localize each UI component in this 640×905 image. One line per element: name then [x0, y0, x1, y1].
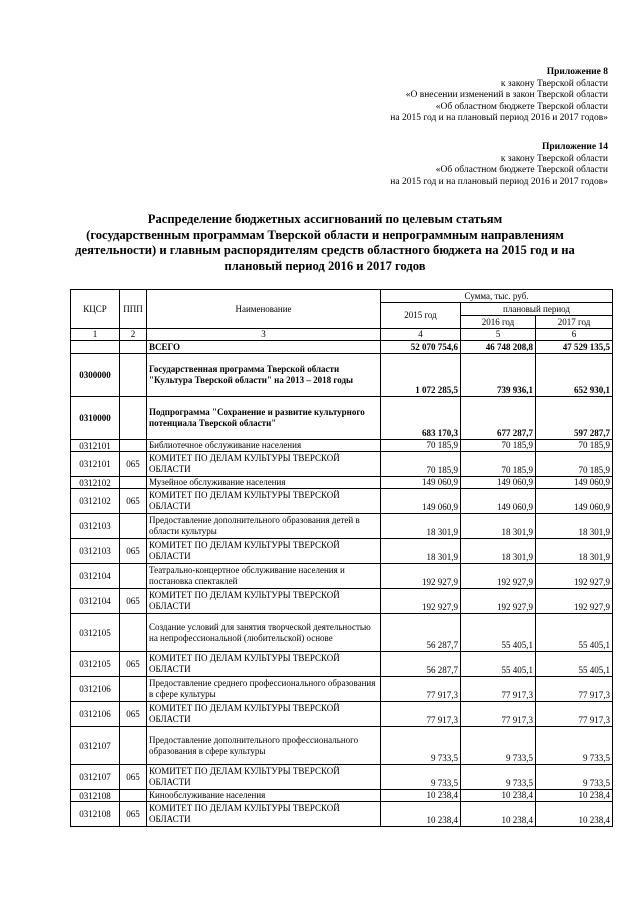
- table-row: [71, 677, 613, 702]
- col-header-name: Наименование: [147, 290, 381, 329]
- cell-ppp: [120, 677, 147, 702]
- document-title-line: деятельности) и главным распорядителям средств областного бюджета на 2015 год и на: [75, 243, 575, 257]
- cell-2015: 10 238,4: [381, 790, 461, 802]
- cell-2017: 652 930,1: [536, 354, 613, 397]
- cell-2015: 9 733,5: [381, 765, 461, 790]
- cell-name: КОМИТЕТ ПО ДЕЛАМ КУЛЬТУРЫ ТВЕРСКОЙ ОБЛАСТИ: [147, 539, 381, 564]
- cell-2015: 56 287,7: [381, 614, 461, 652]
- cell-name: Предоставление дополнительного образования детей в области культуры: [147, 514, 381, 539]
- appendix-8-line: на 2015 год и на плановый период 2016 и 2017 годов»: [390, 113, 608, 124]
- cell-2016: 192 927,9: [461, 589, 536, 614]
- cell-ppp: [120, 727, 147, 765]
- cell-2016: 9 733,5: [461, 727, 536, 765]
- cell-2015: 18 301,9: [381, 539, 461, 564]
- cell-ppp: [120, 477, 147, 489]
- appendix-14-line: «Об областном бюджете Тверской области: [435, 165, 608, 176]
- cell-kcsr: 0312103: [71, 539, 120, 564]
- document-title-line: Распределение бюджетных ассигнований по целевым статьям: [147, 212, 503, 226]
- cell-name: Кинообслуживание населения: [147, 790, 381, 802]
- cell-2017: 70 185,9: [536, 440, 613, 452]
- col-header-2015: 2015 год: [381, 303, 461, 329]
- table-row: [71, 589, 613, 614]
- cell-name: КОМИТЕТ ПО ДЕЛАМ КУЛЬТУРЫ ТВЕРСКОЙ ОБЛАСТИ: [147, 452, 381, 477]
- cell-ppp: [120, 790, 147, 802]
- cell-2017: 9 733,5: [536, 727, 613, 765]
- cell-2016: 149 060,9: [461, 489, 536, 514]
- cell-name: Подпрограмма "Сохранение и развитие культурного потенциала Тверской области": [147, 397, 381, 440]
- cell-2017: 55 405,1: [536, 652, 613, 677]
- cell-2017: 70 185,9: [536, 452, 613, 477]
- appendix-8-header: [390, 67, 608, 125]
- cell-2016: 739 936,1: [461, 354, 536, 397]
- cell-2015: 192 927,9: [381, 589, 461, 614]
- cell-2017: 597 287,7: [536, 397, 613, 440]
- cell-kcsr: 0312107: [71, 765, 120, 790]
- col-number: 2: [120, 329, 147, 341]
- cell-ppp: [120, 564, 147, 589]
- cell-2015: 70 185,9: [381, 440, 461, 452]
- table-row: [71, 727, 613, 765]
- cell-kcsr: 0312104: [71, 589, 120, 614]
- cell-ppp: 065: [120, 452, 147, 477]
- cell-kcsr: 0312103: [71, 514, 120, 539]
- cell-2016: 55 405,1: [461, 614, 536, 652]
- cell-ppp: [120, 514, 147, 539]
- cell-ppp: 065: [120, 652, 147, 677]
- cell-2016: 77 917,3: [461, 677, 536, 702]
- cell-name: КОМИТЕТ ПО ДЕЛАМ КУЛЬТУРЫ ТВЕРСКОЙ ОБЛАСТИ: [147, 589, 381, 614]
- cell-kcsr: 0312102: [71, 489, 120, 514]
- cell-name: КОМИТЕТ ПО ДЕЛАМ КУЛЬТУРЫ ТВЕРСКОЙ ОБЛАСТИ: [147, 802, 381, 827]
- table-row: [71, 802, 613, 827]
- cell-ppp: 065: [120, 765, 147, 790]
- cell-ppp: 065: [120, 702, 147, 727]
- cell-2017: 77 917,3: [536, 677, 613, 702]
- table-row: [71, 489, 613, 514]
- cell-ppp: [120, 341, 147, 354]
- cell-2015: 683 170,3: [381, 397, 461, 440]
- document-title-line: (государственным программам Тверской области и непрограммным направлениям: [86, 227, 564, 242]
- col-header-sum: Сумма, тыс. руб.: [381, 290, 613, 303]
- cell-2016: 9 733,5: [461, 765, 536, 790]
- cell-2016: 10 238,4: [461, 790, 536, 802]
- appendix-8-line: к закону Тверской области: [500, 78, 608, 89]
- cell-2015: 10 238,4: [381, 802, 461, 827]
- cell-2017: 149 060,9: [536, 489, 613, 514]
- document-title: [60, 212, 590, 274]
- col-number: 4: [381, 329, 461, 341]
- col-number: 5: [461, 329, 536, 341]
- cell-name: Библиотечное обслуживание населения: [147, 440, 381, 452]
- cell-name: Государственная программа Тверской области "Культура Тверской области" на 2013 – 2018 годы: [147, 354, 381, 397]
- cell-2017: 10 238,4: [536, 802, 613, 827]
- cell-2016: 18 301,9: [461, 514, 536, 539]
- cell-2017: 18 301,9: [536, 514, 613, 539]
- cell-kcsr: 0312104: [71, 564, 120, 589]
- cell-2017: 55 405,1: [536, 614, 613, 652]
- col-number: 1: [71, 329, 120, 341]
- cell-2015: 149 060,9: [381, 489, 461, 514]
- cell-kcsr: 0312102: [71, 477, 120, 489]
- cell-ppp: 065: [120, 802, 147, 827]
- cell-2016: 70 185,9: [461, 440, 536, 452]
- table-row: [71, 354, 613, 397]
- cell-ppp: 065: [120, 539, 147, 564]
- cell-kcsr: 0300000: [71, 354, 120, 397]
- table-row: [71, 539, 613, 564]
- col-header-ppp: ППП: [120, 290, 147, 329]
- document-title-line: плановый период 2016 и 2017 годов: [224, 258, 426, 273]
- cell-name: КОМИТЕТ ПО ДЕЛАМ КУЛЬТУРЫ ТВЕРСКОЙ ОБЛАСТИ: [147, 765, 381, 790]
- cell-kcsr: [71, 341, 120, 354]
- cell-name: Создание условий для занятия творческой деятельностью на непрофессиональной (любительской) основе: [147, 614, 381, 652]
- col-number: 3: [147, 329, 381, 341]
- cell-2016: 677 287,7: [461, 397, 536, 440]
- table-row: [71, 652, 613, 677]
- table-row: [71, 397, 613, 440]
- cell-2016: 46 748 208,8: [461, 341, 536, 354]
- table-row: [71, 341, 613, 354]
- cell-kcsr: 0312108: [71, 802, 120, 827]
- cell-2015: 192 927,9: [381, 564, 461, 589]
- appendix-8-line: «Об областном бюджете Тверской области: [435, 101, 608, 112]
- cell-2017: 192 927,9: [536, 564, 613, 589]
- cell-ppp: [120, 354, 147, 397]
- table-row: [71, 765, 613, 790]
- col-header-2017: 2017 год: [536, 316, 613, 329]
- budget-table: [70, 289, 613, 827]
- cell-name: ВСЕГО: [147, 341, 381, 354]
- cell-2017: 18 301,9: [536, 539, 613, 564]
- cell-ppp: [120, 440, 147, 452]
- table-row: [71, 790, 613, 802]
- cell-2015: 70 185,9: [381, 452, 461, 477]
- cell-ppp: [120, 397, 147, 440]
- cell-2015: 52 070 754,6: [381, 341, 461, 354]
- table-row: [71, 564, 613, 589]
- cell-2015: 77 917,3: [381, 702, 461, 727]
- cell-2017: 77 917,3: [536, 702, 613, 727]
- appendix-14-title: Приложение 14: [541, 142, 608, 152]
- cell-2015: 9 733,5: [381, 727, 461, 765]
- cell-name: КОМИТЕТ ПО ДЕЛАМ КУЛЬТУРЫ ТВЕРСКОЙ ОБЛАСТИ: [147, 489, 381, 514]
- col-number: 6: [536, 329, 613, 341]
- cell-kcsr: 0312101: [71, 452, 120, 477]
- cell-kcsr: 0312105: [71, 614, 120, 652]
- cell-2016: 192 927,9: [461, 564, 536, 589]
- cell-2017: 9 733,5: [536, 765, 613, 790]
- cell-ppp: 065: [120, 589, 147, 614]
- cell-name: КОМИТЕТ ПО ДЕЛАМ КУЛЬТУРЫ ТВЕРСКОЙ ОБЛАСТИ: [147, 652, 381, 677]
- table-row: [71, 614, 613, 652]
- cell-kcsr: 0310000: [71, 397, 120, 440]
- cell-2016: 55 405,1: [461, 652, 536, 677]
- appendix-14-header: [390, 142, 608, 188]
- cell-2016: 149 060,9: [461, 477, 536, 489]
- cell-kcsr: 0312101: [71, 440, 120, 452]
- table-row: [71, 477, 613, 489]
- cell-name: Предоставление среднего профессионального образования в сфере культуры: [147, 677, 381, 702]
- cell-2015: 1 072 285,5: [381, 354, 461, 397]
- cell-2016: 10 238,4: [461, 802, 536, 827]
- cell-kcsr: 0312105: [71, 652, 120, 677]
- table-row: [71, 514, 613, 539]
- cell-name: Музейное обслуживание населения: [147, 477, 381, 489]
- col-header-kcsr: КЦСР: [71, 290, 120, 329]
- col-header-2016: 2016 год: [461, 316, 536, 329]
- cell-2016: 70 185,9: [461, 452, 536, 477]
- table-row: [71, 702, 613, 727]
- cell-name: КОМИТЕТ ПО ДЕЛАМ КУЛЬТУРЫ ТВЕРСКОЙ ОБЛАСТИ: [147, 702, 381, 727]
- cell-2016: 18 301,9: [461, 539, 536, 564]
- cell-2015: 56 287,7: [381, 652, 461, 677]
- cell-2017: 47 529 135,5: [536, 341, 613, 354]
- cell-kcsr: 0312108: [71, 790, 120, 802]
- cell-name: Предоставление дополнительного профессионального образования в сфере культуры: [147, 727, 381, 765]
- table-body: [71, 341, 613, 827]
- cell-name: Театрально-концертное обслуживание населения и постановка спектаклей: [147, 564, 381, 589]
- appendix-14-line: к закону Тверской области: [500, 153, 608, 164]
- cell-kcsr: 0312107: [71, 727, 120, 765]
- cell-2015: 77 917,3: [381, 677, 461, 702]
- table-row: [71, 440, 613, 452]
- cell-2015: 18 301,9: [381, 514, 461, 539]
- col-header-planned-period: плановый период: [461, 303, 613, 316]
- cell-2017: 192 927,9: [536, 589, 613, 614]
- appendix-8-title: Приложение 8: [546, 67, 608, 77]
- cell-2016: 77 917,3: [461, 702, 536, 727]
- table-row: [71, 452, 613, 477]
- cell-kcsr: 0312106: [71, 702, 120, 727]
- cell-2017: 10 238,4: [536, 790, 613, 802]
- appendix-14-line: на 2015 год и на плановый период 2016 и 2017 годов»: [390, 176, 608, 187]
- cell-2017: 149 060,9: [536, 477, 613, 489]
- appendix-8-line: «О внесении изменений в закон Тверской области: [405, 90, 608, 101]
- cell-kcsr: 0312106: [71, 677, 120, 702]
- cell-ppp: [120, 614, 147, 652]
- cell-ppp: 065: [120, 489, 147, 514]
- cell-2015: 149 060,9: [381, 477, 461, 489]
